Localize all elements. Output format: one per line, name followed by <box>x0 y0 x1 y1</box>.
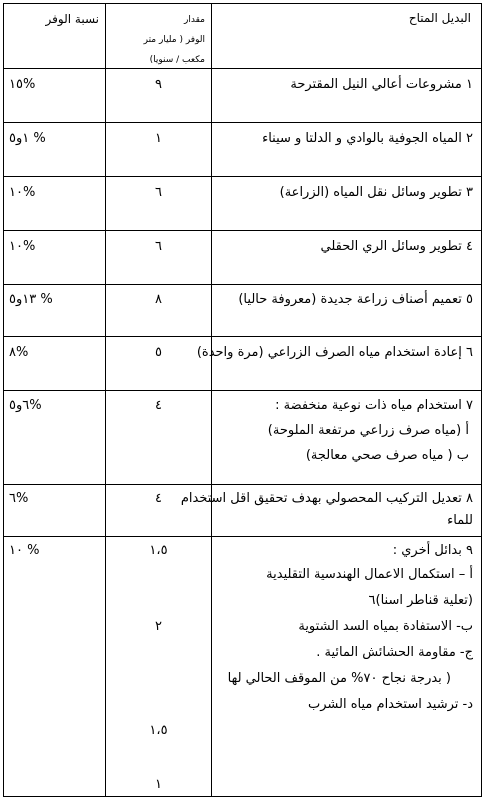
percent-value: ١٠% <box>9 185 36 200</box>
amount-value: ١ <box>155 131 162 146</box>
percent-value: ٨% <box>9 345 29 360</box>
water-savings-table <box>3 3 482 797</box>
amount-value: ١،٥ <box>149 723 168 738</box>
amount-value: ٦ <box>155 185 162 200</box>
percent-value: ١٠% <box>9 239 36 254</box>
alternative-subitem: د- ترشيد استخدام مياه الشرب <box>308 697 473 712</box>
alternative-text: ١ مشروعات أعالي النيل المقترحة <box>290 77 473 92</box>
amount-value: ٤ <box>155 491 162 506</box>
table-header-row <box>4 4 481 68</box>
column-divider <box>211 4 212 796</box>
alternative-subitem: أ – استكمال الاعمال الهندسية التقليدية <box>266 567 473 582</box>
percent-value: ١٥% <box>9 77 36 92</box>
alternative-text: ٢ المياه الجوفية بالوادي و الدلتا و سيناء <box>262 131 473 146</box>
alternative-subitem: أ (مياه صرف زراعي مرتفعة الملوحة) <box>267 423 469 438</box>
header-amount-line: مكعب / سنويا) <box>149 55 205 65</box>
alternative-subitem: (تعلية قناطر اسنا)٦ <box>368 593 473 608</box>
alternative-text: ٨ تعديل التركيب المحصولي بهدف تحقيق اقل استخدام <box>180 491 473 506</box>
alternative-text: ٣ تطوير وسائل نقل المياه (الزراعة) <box>279 185 473 200</box>
table-row <box>4 536 481 797</box>
alternative-text: ٩ بدائل أخري : <box>392 543 473 558</box>
alternative-subitem: ( بدرجة نجاح ٧٠% من الموقف الحالي لها <box>227 671 451 686</box>
percent-value: ١٣و٥ % <box>9 292 53 307</box>
table-row <box>4 284 481 337</box>
header-amount-cell <box>106 4 211 68</box>
percent-value: ١٠ % <box>9 543 40 558</box>
percent-value: ٦% <box>9 491 29 506</box>
alternative-text: ٦ إعادة استخدام مياه الصرف الزراعي (مرة واحدة) <box>196 345 473 360</box>
header-percent-cell <box>3 4 105 68</box>
column-divider <box>105 4 106 796</box>
alternative-subitem: ج- مقاومة الحشائش المائية . <box>316 645 473 660</box>
alternative-text: ٥ تعميم أصناف زراعة جديدة (معروفة حاليا) <box>238 292 473 307</box>
amount-value: ١،٥ <box>149 543 168 558</box>
header-amount-line: مقدار <box>184 15 205 25</box>
header-alternative: البديل المتاح <box>408 11 471 25</box>
table-row <box>4 336 481 391</box>
alternative-subitem: ب ( مياه صرف صحي معالجة) <box>305 448 469 463</box>
table-row <box>4 484 481 537</box>
amount-value: ٨ <box>155 292 162 307</box>
header-alternative-cell <box>212 4 481 68</box>
table-row <box>4 68 481 123</box>
alternative-text: ٤ تطوير وسائل الري الحقلي <box>320 239 473 254</box>
amount-value: ٢ <box>155 619 162 634</box>
table-row <box>4 390 481 485</box>
alternative-text-continued: للماء <box>447 513 473 528</box>
table-row <box>4 230 481 285</box>
alternative-text: ٧ استخدام مياه ذات نوعية منخفضة : <box>275 398 473 413</box>
amount-value: ٦ <box>155 239 162 254</box>
table-row <box>4 176 481 231</box>
table-row <box>4 122 481 177</box>
header-amount-line: الوفر ( مليار متر <box>143 35 205 45</box>
amount-value: ٥ <box>155 345 162 360</box>
amount-value: ١ <box>155 777 162 792</box>
percent-value: ٦و٥% <box>9 398 42 413</box>
amount-value: ٩ <box>155 77 162 92</box>
alternative-subitem: ب- الاستفادة بمياه السد الشتوية <box>298 619 473 634</box>
percent-value: ١و٥ % <box>9 131 46 146</box>
header-percent: نسبة الوفر <box>45 12 99 26</box>
amount-value: ٤ <box>155 398 162 413</box>
